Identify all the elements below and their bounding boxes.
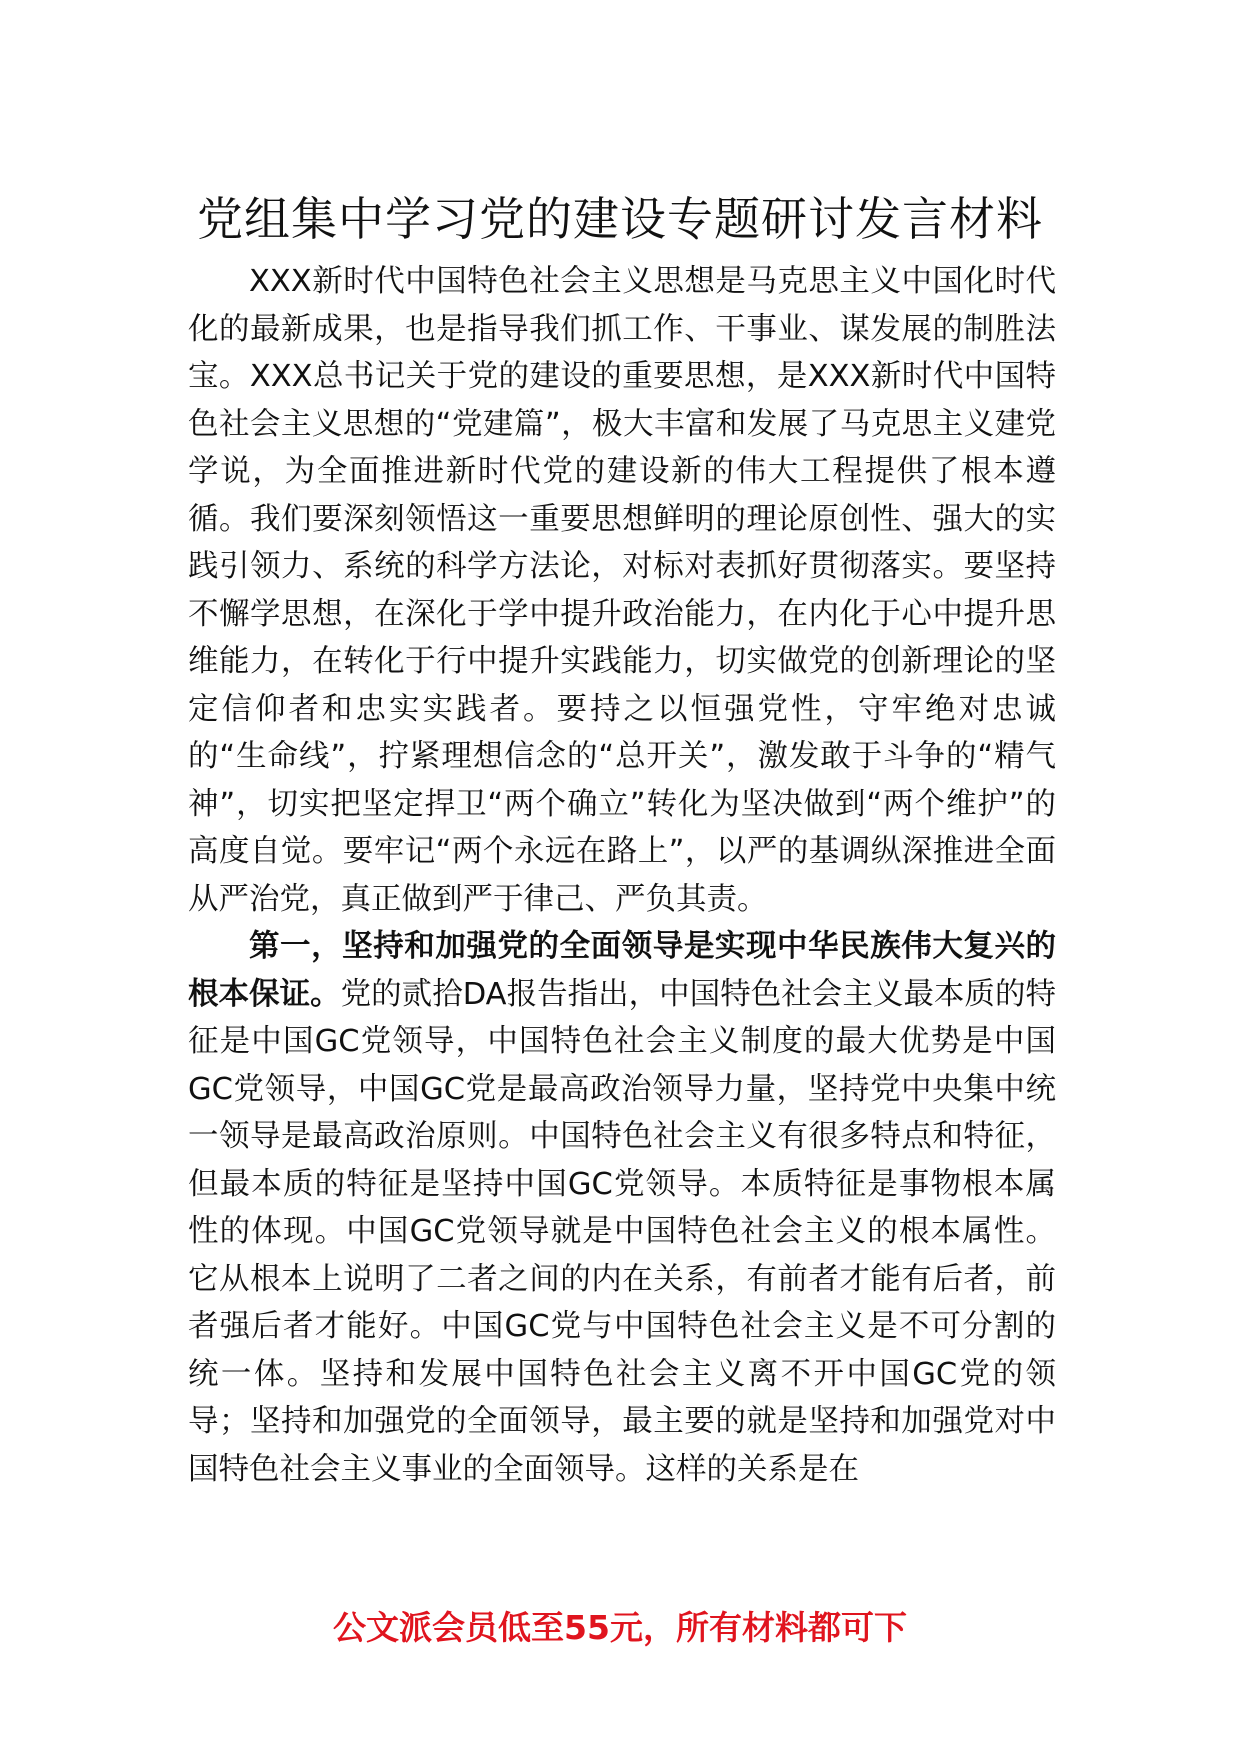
paragraph-first-point	[188, 923, 1056, 1493]
paragraph-body-text: 党的贰拾DA报告指出，中国特色社会主义最本质的特征是中国GC党领导，中国特色社会主义制度的最大优势是中国GC党领导，中国GC党是最高政治领导力量，坚持党中央集中统一领导是最高政治原则。中国特色社会主义有很多特点和特征，但最本质的特征是坚持中国GC党领导。本质特征是事物根本属性的体现。中国GC党领导就是中国特色社会主义的根本属性。它从根本上说明了二者之间的内在关系，有前者才能有后者，前者强后者才能好。中国GC党与中国特色社会主义是不可分割的统一体。坚持和发展中国特色社会主义离不开中国GC党的领导；坚持和加强党的全面领导，最主要的就是坚持和加强党对中国特色社会主义事业的全面领导。这样的关系是在	[188, 976, 1056, 1487]
document-title: 党组集中学习党的建设专题研讨发言材料	[197, 192, 1043, 246]
paragraph-lead-heading: 第一，坚持和加强党的全面领导是实现中华民族伟大复兴的根本保证。	[188, 929, 1056, 1012]
footer-advertisement: 公文派会员低至55元，所有材料都可下	[333, 1608, 907, 1647]
document-body	[188, 258, 1056, 1493]
paragraph-intro: XXX新时代中国特色社会主义思想是马克思主义中国化时代化的最新成果，也是指导我们抓工作、干事业、谋发展的制胜法宝。XXX总书记关于党的建设的重要思想，是XXX新时代中国特色社会主义思想的“党建篇”，极大丰富和发展了马克思主义建党学说，为全面推进新时代党的建设新的伟大工程提供了根本遵循。我们要深刻领悟这一重要思想鲜明的理论原创性、强大的实践引领力、系统的科学方法论，对标对表抓好贯彻落实。要坚持不懈学思想，在深化于学中提升政治能力，在内化于心中提升思维能力，在转化于行中提升实践能力，切实做党的创新理论的坚定信仰者和忠实实践者。要持之以恒强党性，守牢绝对忠诚的“生命线”，拧紧理想信念的“总开关”，激发敢于斗争的“精气神”，切实把坚定捍卫“两个确立”转化为坚决做到“两个维护”的高度自觉。要牢记“两个永远在路上”，以严的基调纵深推进全面从严治党，真正做到严于律己、严负其责。	[188, 264, 1056, 917]
